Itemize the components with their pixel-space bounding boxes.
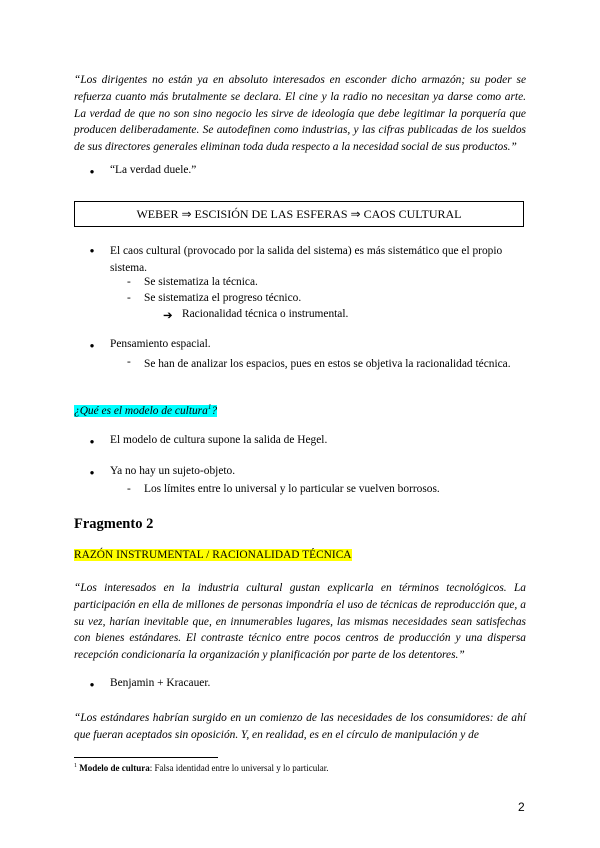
- bullet-verdad: “La verdad duele.”: [110, 164, 197, 176]
- footnote-term: Modelo de cultura: [79, 763, 150, 773]
- footnote-ref[interactable]: 1: [207, 403, 212, 411]
- question-heading: [74, 403, 217, 417]
- caos-bullet: El caos cultural (provocado por la salida del sistema) es más sistemático que el propio sistema.: [110, 245, 503, 274]
- benjamin-bullet: Benjamin + Kracauer.: [110, 677, 211, 689]
- page-number: 2: [518, 800, 525, 814]
- bullet-icon: ●: [89, 437, 95, 446]
- dash-icon: -: [127, 483, 131, 495]
- bullet-icon: ●: [89, 680, 95, 689]
- dash-icon: -: [127, 276, 131, 288]
- footnote-text: : Falsa identidad entre lo universal y lo particular.: [149, 763, 329, 773]
- caos-arrow-text: Racionalidad técnica o instrumental.: [182, 308, 349, 320]
- weber-box: [74, 201, 524, 227]
- caos-sub-2: Se sistematiza el progreso técnico.: [144, 292, 302, 304]
- caos-sub-1: Se sistematiza la técnica.: [144, 276, 258, 288]
- question-mark: ?: [211, 404, 218, 417]
- razon-heading: [74, 549, 352, 561]
- sujeto-sub: Los límites entre lo universal y lo particular se vuelven borrosos.: [144, 483, 440, 495]
- footnote-number: 1: [74, 763, 77, 769]
- sujeto-bullet: Ya no hay un sujeto-objeto.: [110, 465, 236, 477]
- fragment-heading: Fragmento 2: [74, 516, 154, 532]
- dash-icon: -: [127, 356, 131, 368]
- question-text: ¿Qué es el modelo de cultura: [74, 404, 208, 417]
- bullet-icon: ●: [89, 246, 95, 255]
- bullet-icon: ●: [89, 167, 95, 176]
- weber-box-text: WEBER ⇒ ESCISIÓN DE LAS ESFERAS ⇒ CAOS CULTURAL: [136, 207, 462, 221]
- footnote-separator: [74, 757, 218, 758]
- bullet-icon: ●: [89, 341, 95, 350]
- arrow-icon: ➔: [163, 310, 173, 322]
- footnote: [74, 763, 328, 773]
- quote-1: “Los dirigentes no están ya en absoluto interesados en esconder dicho armazón; su poder se refuerza cuanto más brutalmente se declara. El cine y la radio no necesitan ya darse como arte. La verdad de que no son sino negocio les sirve de ideología que debe legitimar la porquería que producen deliberadamente. Se autodefinen como industrias, y las cifras publicadas de los sueldos de sus directores generales eliminan toda duda respecto a la necesidad social de sus productos.”: [74, 74, 526, 154]
- bullet-icon: ●: [89, 468, 95, 477]
- quote-3: “Los estándares habrían surgido en un comienzo de las necesidades de los consumidores: de ahí que fueran aceptados sin oposición. Y, en realidad, es en el círculo de manipulación y de: [74, 712, 526, 741]
- dash-icon: -: [127, 292, 131, 304]
- quote-2: “Los interesados en la industria cultural gustan explicarla en términos tecnológicos. La participación en ella de millones de personas impondría el uso de técnicas de reproducción que, a su vez, harían inevitable que, en innumerables lugares, las mismas necesidades sean satisfechas con bienes estándares. El contraste técnico entre pocos centros de producción y una dispersa recepción condicionaría la organización y planificación por parte de los detentores.”: [74, 582, 526, 662]
- razon-heading-text: RAZÓN INSTRUMENTAL / RACIONALIDAD TÉCNICA: [74, 549, 352, 561]
- modelo-bullet: El modelo de cultura supone la salida de Hegel.: [110, 434, 328, 446]
- pensamiento-sub: Se han de analizar los espacios, pues en estos se objetiva la racionalidad técnica.: [144, 358, 511, 370]
- pensamiento-bullet: Pensamiento espacial.: [110, 338, 211, 350]
